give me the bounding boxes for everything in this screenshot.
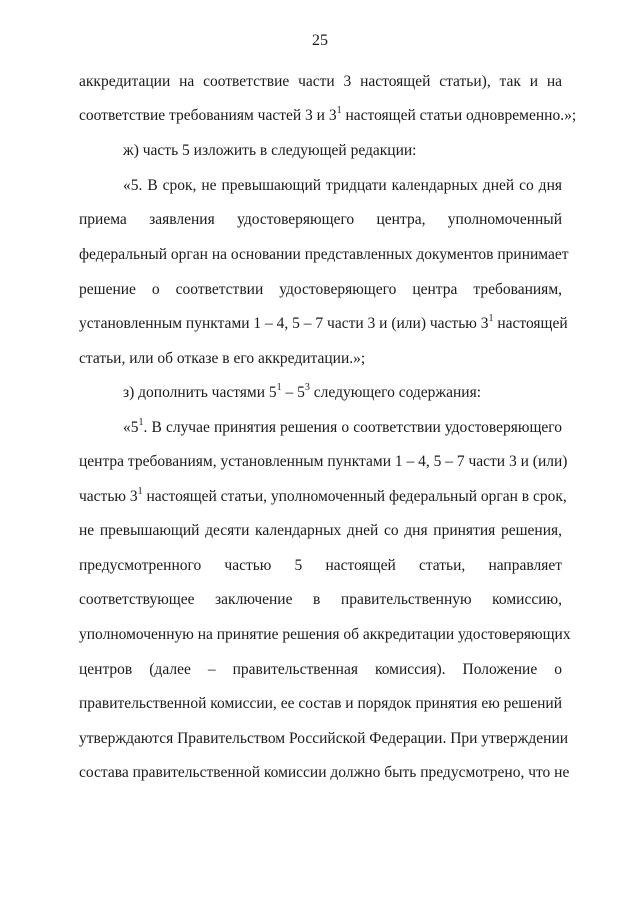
text-line xyxy=(79,763,570,783)
text-span: правительственной комиссии, ее состав и порядок принятия ею решений xyxy=(79,695,562,712)
text-span: частью 3 xyxy=(79,488,138,505)
text-span: . В случае принятия решения о соответствии удостоверяющего xyxy=(143,419,562,436)
superscript: 3 xyxy=(304,382,310,393)
text-line xyxy=(79,521,562,541)
text-line xyxy=(79,556,562,576)
text-line xyxy=(123,141,562,161)
text-span: следующего содержания: xyxy=(309,384,482,401)
text-span: предусмотренного частью 5 настоящей статьи, направляет xyxy=(79,557,562,574)
text-span: состава правительственной комиссии должно быть предусмотрено, что не xyxy=(79,764,570,781)
text-span: настоящей xyxy=(493,315,568,332)
text-span: – 5 xyxy=(281,384,305,401)
superscript: 1 xyxy=(336,105,342,116)
superscript: 1 xyxy=(488,313,494,324)
text-line xyxy=(79,245,569,265)
text-line xyxy=(79,729,569,749)
superscript: 1 xyxy=(138,417,144,428)
text-line xyxy=(79,694,562,714)
text-line xyxy=(79,72,562,92)
text-span: статьи, или об отказе в его аккредитации.»; xyxy=(79,350,366,367)
text-line xyxy=(79,280,562,300)
text-line xyxy=(79,486,567,507)
text-span: уполномоченную на принятие решения об аккредитации удостоверяющих xyxy=(79,626,571,643)
text-line xyxy=(79,590,562,610)
text-line xyxy=(123,383,562,403)
superscript: 1 xyxy=(276,382,282,393)
text-span: установленным пунктами 1 – 4, 5 – 7 части 3 и (или) частью 3 xyxy=(79,315,489,332)
text-line xyxy=(79,349,562,369)
text-span: соответствие требованиям частей 3 и 3 xyxy=(79,107,337,124)
text-span: утверждаются Правительством Российской Федерации. При утверждении xyxy=(79,730,569,747)
text-span: приема заявления удостоверяющего центра, уполномоченный xyxy=(79,211,562,228)
text-span: з) дополнить частями 5 xyxy=(123,384,277,401)
text-span: федеральный орган на основании представленных документов принимает xyxy=(79,246,569,263)
text-line xyxy=(79,625,571,645)
text-line xyxy=(79,313,568,334)
text-span: решение о соответствии удостоверяющего центра требованиям, xyxy=(79,281,562,298)
text-span: соответствующее заключение в правительственную комиссию, xyxy=(79,591,562,608)
text-line xyxy=(79,105,577,126)
text-span: «5. В срок, не превышающий тридцати календарных дней со дня xyxy=(123,177,562,194)
text-line xyxy=(123,418,562,438)
page-number: 25 xyxy=(312,32,328,49)
text-span: ж) часть 5 изложить в следующей редакции: xyxy=(123,142,417,159)
text-line xyxy=(123,176,562,196)
text-line xyxy=(79,452,568,472)
superscript: 1 xyxy=(137,486,143,497)
text-span: не превышающий десяти календарных дней со дня принятия решения, xyxy=(79,522,562,539)
text-span: центра требованиям, установленным пунктами 1 – 4, 5 – 7 части 3 и (или) xyxy=(79,453,568,470)
text-line xyxy=(79,210,562,230)
text-line xyxy=(79,660,562,680)
text-span: центров (далее – правительственная комиссия). Положение о xyxy=(79,661,562,678)
text-span: настоящей статьи одновременно.»; xyxy=(341,107,577,124)
text-span: «5 xyxy=(123,419,139,436)
text-span: настоящей статьи, уполномоченный федеральный орган в срок, xyxy=(142,488,567,505)
text-span: аккредитации на соответствие части 3 настоящей статьи), так и на xyxy=(79,73,562,90)
